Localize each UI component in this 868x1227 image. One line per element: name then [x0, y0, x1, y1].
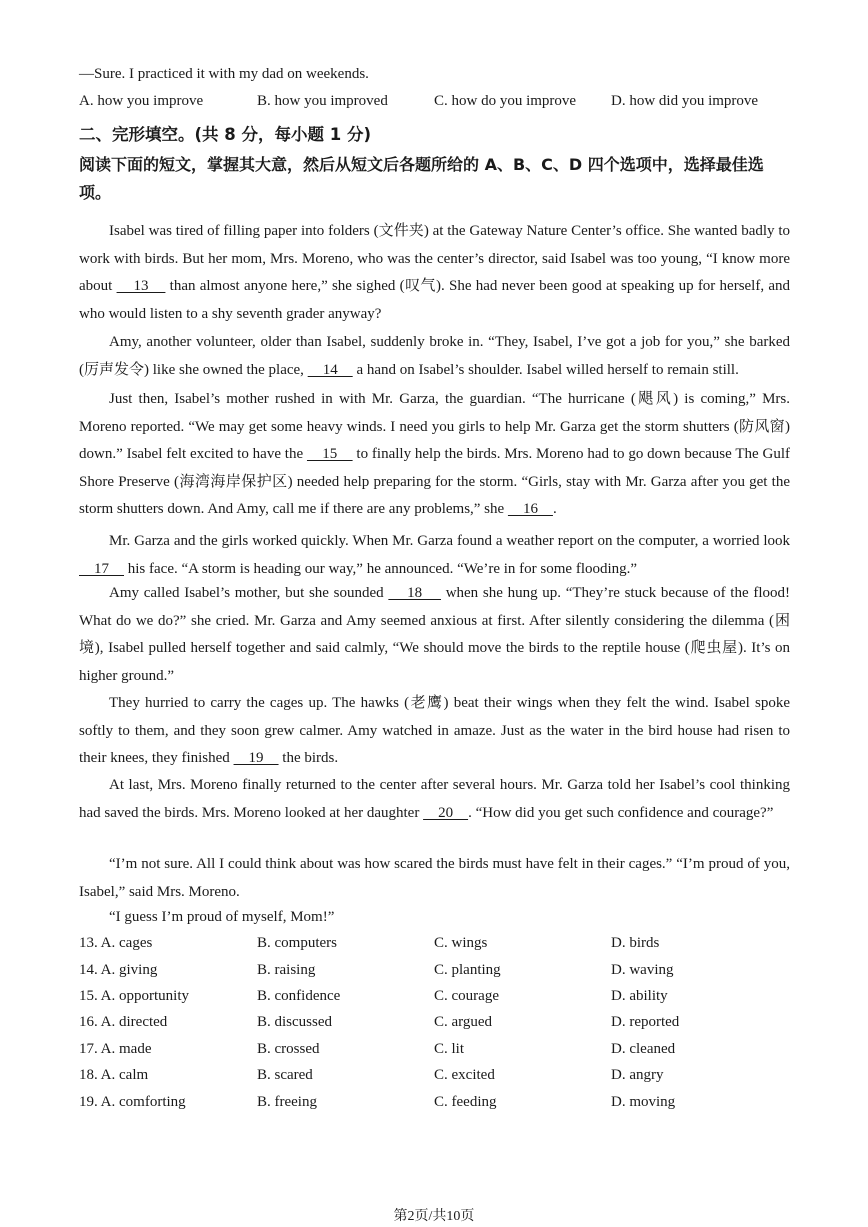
section-title: 二、完形填空。(共 8 分，每小题 1 分)	[79, 125, 372, 144]
q15-option-c: C. courage	[434, 988, 499, 1004]
passage-text: Amy called Isabel’s mother, but she sounded	[109, 585, 389, 601]
prev-option-c: C. how do you improve	[434, 93, 577, 109]
prev-options-row	[79, 93, 779, 113]
question-13-row	[79, 935, 779, 955]
q19-option-c: C. feeding	[434, 1094, 497, 1110]
q17-option-c: C. lit	[434, 1041, 465, 1057]
passage-text: Just then, Isabel’s mother rushed in with Mr. Garza, the guardian. “The hurricane (飓风) is coming,” Mrs. Moreno reported. “We may get some heavy winds. I need you girls to help Mr. Garza get the storm shutters (防风窗) down.” Isabel felt excited to have the	[79, 391, 790, 462]
blank-18: 18	[388, 585, 441, 601]
section-instruction: 阅读下面的短文，掌握其大意，然后从短文后各题所给的 A、B、C、D 四个选项中，选择最佳选项。	[79, 155, 764, 202]
blank-13: 13	[116, 278, 166, 294]
prev-option-a: A. how you improve	[79, 93, 204, 109]
passage-text: . “How did you get such confidence and courage?”	[468, 804, 774, 821]
q13-option-c: C. wings	[434, 935, 488, 951]
q19-option-d: D. moving	[611, 1094, 676, 1110]
passage-paragraph-6	[79, 690, 790, 773]
passage-paragraph-5	[79, 580, 790, 690]
q19-option-a: 19. A. comforting	[79, 1094, 186, 1110]
q15-option-b: B. confidence	[257, 988, 341, 1004]
page-number-footer: 第2页/共10页	[393, 1209, 475, 1224]
q17-option-b: B. crossed	[257, 1041, 320, 1057]
question-18-row	[79, 1067, 779, 1087]
q13-option-d: D. birds	[611, 935, 660, 951]
passage-paragraph-1	[79, 218, 790, 328]
question-14-row	[79, 962, 779, 982]
passage-text: Isabel was tired of filling paper into folders (文件夹) at the Gateway Nature Center’s office. She wanted badly to work with birds. But her mom, Mrs. Moreno, who was the center’s director, said Isabel was too young, “I know more about	[79, 223, 790, 294]
passage-paragraph-3	[79, 386, 790, 524]
q18-option-a: 18. A. calm	[79, 1067, 149, 1083]
q14-option-a: 14. A. giving	[79, 962, 158, 978]
prev-option-d: D. how did you improve	[611, 93, 759, 109]
passage-text: his face. “A storm is heading our way,” he announced. “We’re in for some flooding.”	[124, 560, 638, 577]
q19-option-b: B. freeing	[257, 1094, 317, 1110]
question-15-row	[79, 988, 779, 1008]
passage-text: .	[552, 501, 557, 517]
q17-option-d: D. cleaned	[611, 1041, 676, 1057]
passage-paragraph-9: “I guess I’m proud of myself, Mom!”	[109, 909, 335, 925]
q16-option-d: D. reported	[611, 1014, 680, 1030]
q18-option-c: C. excited	[434, 1067, 495, 1083]
passage-paragraph-8: “I’m not sure. All I could think about was how scared the birds must have felt in their cages.” “I’m proud of you, Isabel,” said Mrs. Moreno.	[79, 856, 790, 900]
q16-option-c: C. argued	[434, 1014, 493, 1030]
blank-15: 15	[306, 446, 353, 462]
q18-option-d: D. angry	[611, 1067, 664, 1083]
q18-option-b: B. scared	[257, 1067, 313, 1083]
q16-option-b: B. discussed	[257, 1014, 332, 1030]
passage-text: a hand on Isabel’s shoulder. Isabel willed herself to remain still.	[352, 361, 739, 378]
passage-paragraph-2	[79, 329, 790, 384]
passage-text: to finally help the birds. Mrs. Moreno had to go down because The Gulf Shore Preserve (海湾海岸保护区) needed help preparing for the storm. “Girls, stay with Mr. Garza after you get the storm shutters down. And Amy, call me if there are any problems,” she	[79, 446, 790, 517]
passage-text: Mr. Garza and the girls worked quickly. When Mr. Garza found a weather report on the computer, a worried look	[109, 533, 790, 549]
passage-text: the birds.	[278, 750, 339, 766]
passage-text: At last, Mrs. Moreno finally returned to the center after several hours. Mr. Garza told her Isabel’s cool thinking had saved the birds. Mrs. Moreno looked at her daughter	[79, 777, 790, 821]
question-17-row	[79, 1041, 779, 1061]
passage-paragraph-7	[79, 772, 790, 827]
blank-16: 16	[507, 501, 553, 517]
prev-answer-line: —Sure. I practiced it with my dad on weekends.	[79, 66, 369, 82]
blank-14: 14	[307, 361, 353, 378]
blank-20: 20	[423, 804, 469, 821]
passage-text: when she hung up. “They’re stuck because of the flood! What do we do?” she cried. Mr. Garza and Amy seemed anxious at first. After silently considering the dilemma (困境), Isabel pulled herself together and said calmly, “We should move the birds to the reptile house (爬虫屋). It’s on higher ground.”	[79, 585, 790, 684]
q13-option-b: B. computers	[257, 935, 337, 951]
question-19-row	[79, 1094, 779, 1114]
question-16-row	[79, 1014, 779, 1034]
q17-option-a: 17. A. made	[79, 1041, 152, 1057]
passage-paragraph-4	[79, 528, 790, 583]
prev-option-b: B. how you improved	[257, 93, 388, 109]
passage-text: They hurried to carry the cages up. The hawks (老鹰) beat their wings when they felt the wind. Isabel spoke softly to them, and they soon grew calmer. Amy watched in amaze. Just as the water in the bird house had risen to their knees, they finished	[79, 695, 790, 766]
blank-17: 17	[79, 560, 124, 577]
passage-text: Amy, another volunteer, older than Isabel, suddenly broke in. “They, Isabel, I’ve got a job for you,” she barked (厉声发令) like she owned the place,	[79, 334, 790, 378]
q14-option-b: B. raising	[257, 962, 316, 978]
q14-option-c: C. planting	[434, 962, 501, 978]
blank-19: 19	[233, 750, 279, 766]
passage-text: than almost anyone here,” she sighed (叹气). She had never been good at speaking up for herself, and who would listen to a shy seventh grader anyway?	[79, 278, 790, 322]
q15-option-d: D. ability	[611, 988, 668, 1004]
q15-option-a: 15. A. opportunity	[79, 988, 190, 1004]
q16-option-a: 16. A. directed	[79, 1014, 168, 1030]
q13-option-a: 13. A. cages	[79, 935, 153, 951]
q14-option-d: D. waving	[611, 962, 674, 978]
